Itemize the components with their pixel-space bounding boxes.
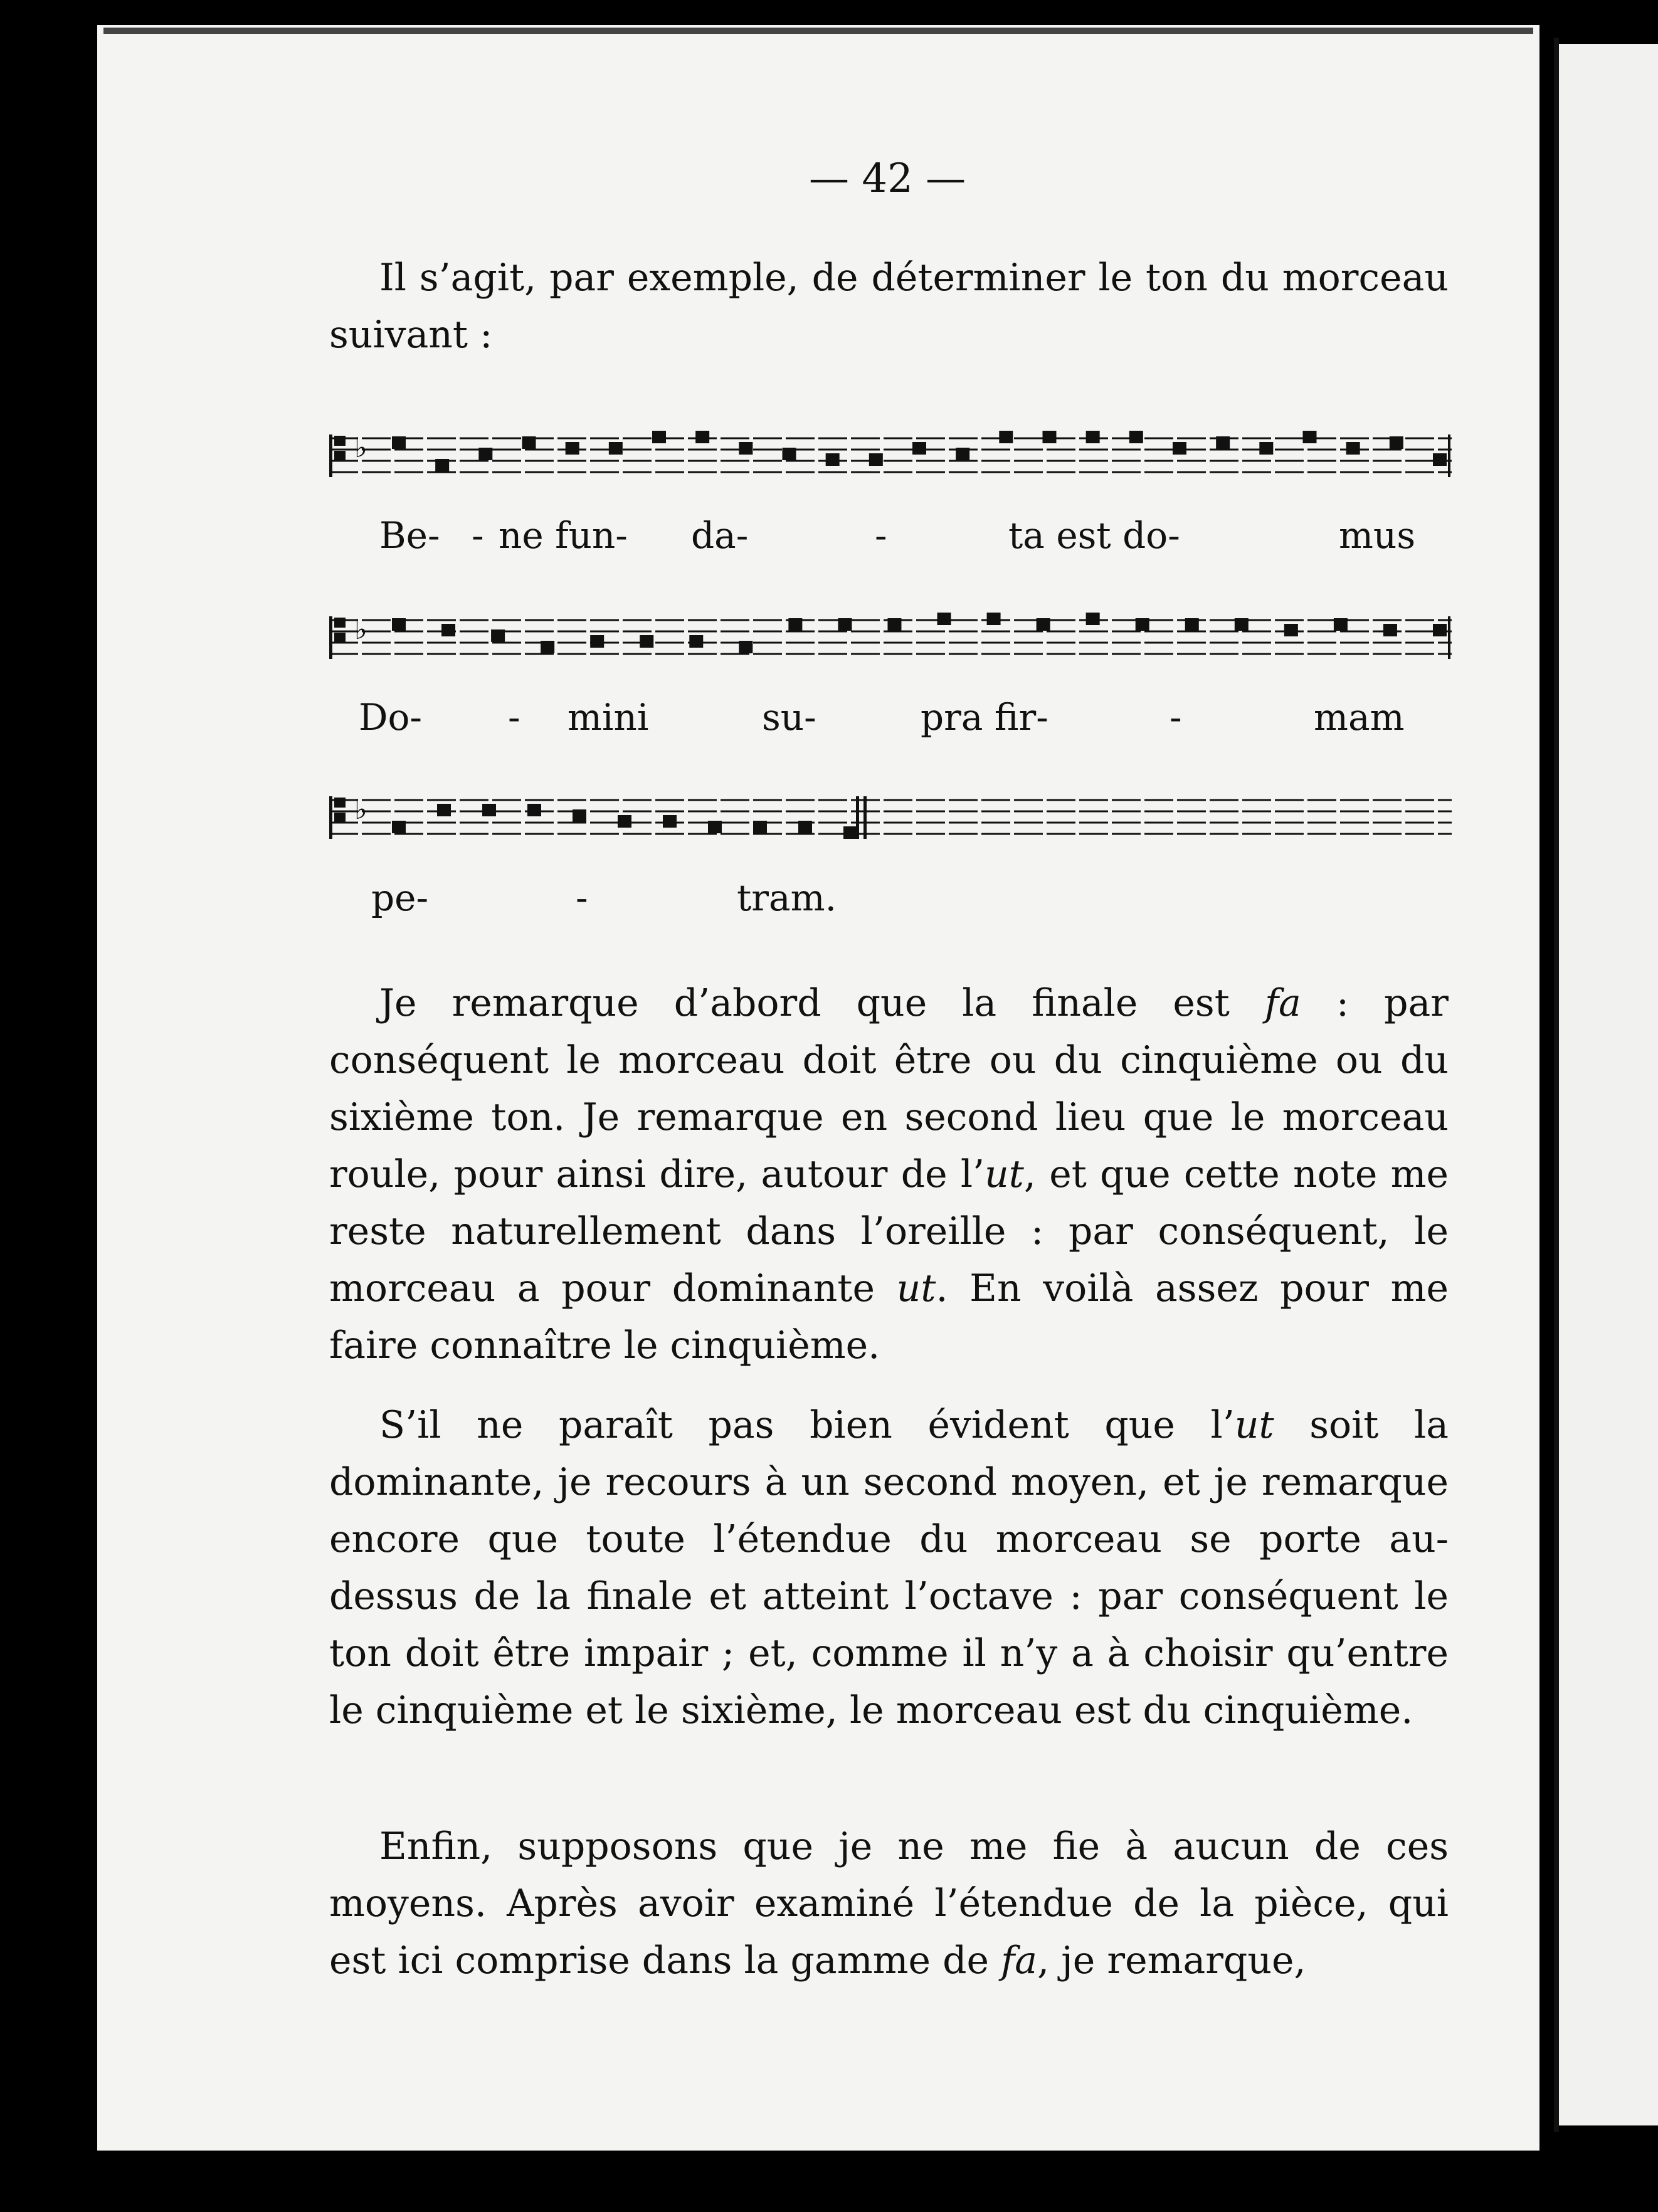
chant-note	[566, 442, 579, 455]
chant-note	[843, 826, 857, 839]
chant-note	[482, 804, 496, 816]
chant-note	[491, 629, 505, 642]
staff-start-bar	[329, 434, 332, 477]
chant-note	[1390, 436, 1403, 449]
chant-note	[392, 821, 406, 833]
chant-note	[826, 453, 840, 466]
chant-note	[869, 453, 883, 466]
clef-mark	[334, 633, 346, 643]
clef-mark	[334, 798, 346, 808]
chant-note	[987, 613, 1001, 625]
lyric-syllable: Do-	[359, 696, 423, 739]
paragraph-2: S’il ne paraît pas bien évident que l’ut soit la dominante, je recours à un second moyen, et je remarque encore que toute l’étendue du morceau se porte au-dessus de la finale et atteint l’octave : par conséquent le ton doit être impair ; et, comme il n’y a à choisir qu’entre le cinquième et le sixième, le morceau est du cinquième.	[329, 1403, 1449, 1732]
paragraph-1: Je remarque d’abord que la finale est fa : par conséquent le morceau doit être ou du cinquième ou du sixième ton. Je remarque en second lieu que le morceau roule, pour ainsi dire, autour de l’ut, et que cette note me reste naturellement dans l’oreille : par conséquent, le morceau a pour dominante ut. En voilà assez pour me faire connaître le cinquième.	[329, 981, 1449, 1367]
lyric-syllable: -	[1170, 696, 1182, 739]
chant-note	[695, 431, 709, 443]
lyric-syllable: -	[472, 514, 484, 557]
chant-note	[1383, 624, 1397, 636]
staff-start-bar	[329, 616, 332, 659]
chant-note	[838, 618, 852, 631]
flat-sign: ♭	[354, 794, 367, 826]
chant-note	[753, 821, 767, 833]
chant-note	[1185, 618, 1199, 631]
chant-note	[937, 613, 951, 625]
final-double-bar	[856, 796, 859, 839]
chant-note	[1173, 442, 1186, 455]
chant-note	[392, 436, 406, 449]
chant-note	[739, 641, 752, 653]
chant-staff-3	[329, 785, 1452, 860]
lyric-syllable: -	[508, 696, 520, 739]
chant-note	[1433, 624, 1447, 636]
chant-note	[708, 821, 722, 833]
final-double-bar	[863, 796, 867, 839]
facing-page-edge	[1559, 44, 1658, 2125]
chant-note	[1334, 618, 1348, 631]
chant-note	[739, 442, 752, 455]
chant-note	[1037, 618, 1050, 631]
lyric-syllable: da-	[691, 514, 749, 557]
staff-end-bar	[1448, 434, 1450, 477]
clef-mark	[334, 436, 346, 446]
chant-note	[1303, 431, 1317, 443]
chant-note	[478, 448, 492, 460]
staff-svg-2	[329, 605, 1452, 680]
flat-sign: ♭	[354, 432, 367, 464]
chant-staff-2	[329, 605, 1452, 680]
chant-note	[887, 618, 901, 631]
chant-note	[956, 448, 969, 460]
clef-mark	[334, 451, 346, 461]
chant-note	[437, 804, 451, 816]
chant-note	[1259, 442, 1273, 455]
page-number: — 42 —	[809, 155, 966, 202]
lyric-syllable: tram.	[737, 877, 837, 919]
book-spine	[1554, 38, 1559, 2132]
staff-svg-1	[329, 423, 1452, 498]
chant-note	[541, 641, 554, 653]
chant-note	[522, 436, 536, 449]
chant-note	[618, 815, 631, 828]
chant-note	[798, 821, 812, 833]
flat-sign: ♭	[354, 614, 367, 646]
lyric-syllable: ta est do-	[1008, 514, 1180, 557]
lyric-syllable: mam	[1314, 696, 1405, 739]
chant-note	[590, 635, 604, 648]
lyric-syllable: pra fir-	[921, 696, 1048, 739]
lyric-syllable: Be-	[379, 514, 440, 557]
staff-start-bar	[329, 796, 332, 839]
page-top-edge	[103, 28, 1533, 34]
chant-note	[573, 809, 586, 822]
chant-note	[1433, 453, 1447, 466]
clef-mark	[334, 618, 346, 628]
lyric-syllable: ne fun-	[499, 514, 628, 557]
chant-note	[1129, 431, 1143, 443]
staff-svg-3	[329, 785, 1452, 860]
chant-note	[435, 459, 449, 471]
chant-note	[689, 635, 703, 648]
paragraph-3: Enfin, supposons que je ne me fie à aucun de ces moyens. Après avoir examiné l’étendue de la pièce, qui est ici comprise dans la gamme de fa, je remarque,	[329, 1825, 1449, 1983]
chant-note	[1136, 618, 1149, 631]
staff-end-bar	[1448, 616, 1450, 659]
chant-note	[788, 618, 802, 631]
lyric-syllable: -	[576, 877, 588, 919]
lyric-syllable: su-	[762, 696, 816, 739]
lyric-syllable: mus	[1339, 514, 1416, 557]
chant-staff-1	[329, 423, 1452, 498]
chant-note	[609, 442, 623, 455]
intro-paragraph: Il s’agit, par exemple, de déterminer le ton du morceau suivant :	[329, 256, 1449, 357]
chant-note	[783, 448, 796, 460]
chant-note	[640, 635, 653, 648]
chant-note	[652, 431, 666, 443]
chant-note	[1043, 431, 1057, 443]
clef-mark	[334, 813, 346, 823]
chant-note	[1346, 442, 1360, 455]
chant-note	[1235, 618, 1249, 631]
lyric-syllable: -	[875, 514, 887, 557]
chant-note	[1086, 613, 1100, 625]
chant-note	[527, 804, 541, 816]
chant-note	[1216, 436, 1230, 449]
lyric-syllable: pe-	[371, 877, 429, 919]
chant-note	[663, 815, 677, 828]
chant-note	[999, 431, 1013, 443]
lyric-syllable: mini	[568, 696, 649, 739]
chant-note	[1284, 624, 1298, 636]
chant-note	[392, 618, 406, 631]
chant-note	[912, 442, 926, 455]
chant-note	[441, 624, 455, 636]
chant-note	[1086, 431, 1100, 443]
